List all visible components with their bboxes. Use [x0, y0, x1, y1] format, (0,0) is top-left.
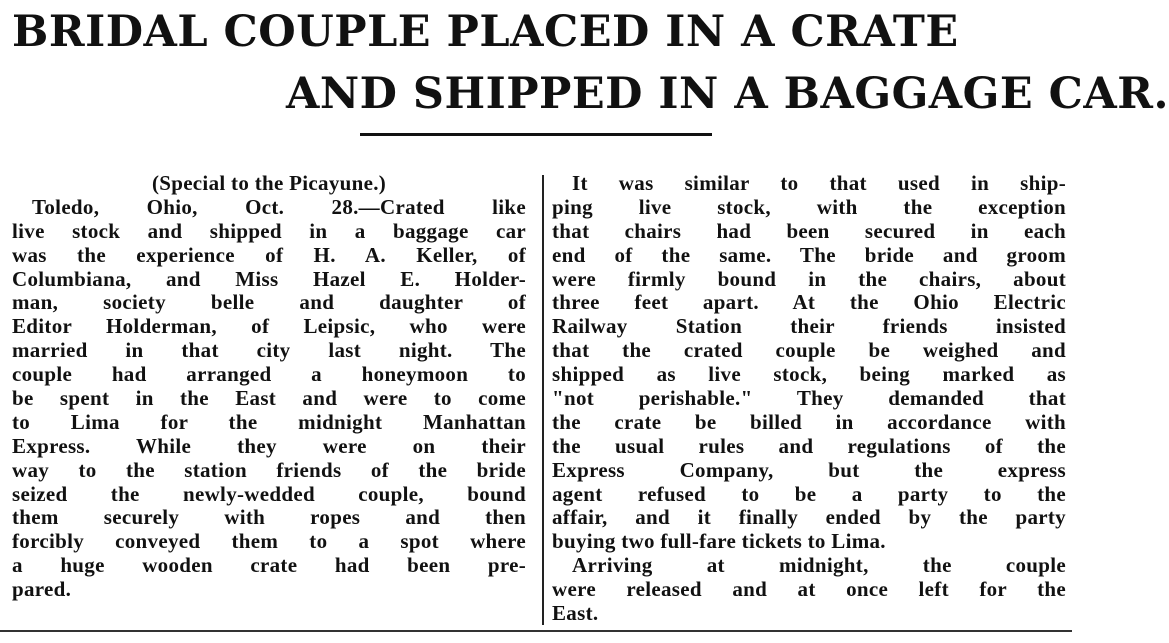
article-line: shipped as live stock, being marked as [552, 362, 1066, 387]
article-line: affair, and it finally ended by the party [552, 505, 1066, 530]
article-line: married in that city last night. The [12, 338, 526, 363]
article-column-right [552, 172, 1066, 626]
article-line: way to the station friends of the bride [12, 457, 526, 482]
article-line: to Lima for the midnight Manhattan [12, 409, 526, 434]
article-line: Railway Station their friends insisted [552, 314, 1066, 339]
article-line: them securely with ropes and then [12, 505, 526, 530]
article-line: a huge wooden crate had been pre- [12, 553, 526, 578]
article-line: seized the newly-wedded couple, bound [12, 481, 526, 506]
article-line: the crate be billed in accordance with [552, 409, 1066, 434]
article-line: man, society belle and daughter of [12, 290, 526, 315]
article-line: three feet apart. At the Ohio Electric [552, 290, 1066, 315]
article-line: were released and at once left for the [552, 577, 1066, 602]
article-line: be spent in the East and were to come [12, 386, 526, 411]
article-line: Toledo, Ohio, Oct. 28.—Crated like [32, 194, 526, 219]
article-line: Editor Holderman, of Leipsic, who were [12, 314, 526, 339]
article-line: It was similar to that used in ship- [572, 171, 1066, 195]
article-line: the usual rules and regulations of the [552, 433, 1066, 458]
article-line: Columbiana, and Miss Hazel E. Holder- [12, 266, 526, 291]
column-divider [542, 175, 544, 625]
article-line: was the experience of H. A. Keller, of [12, 242, 526, 267]
article-line: couple had arranged a honeymoon to [12, 362, 526, 387]
dateline: (Special to the Picayune.) [151, 171, 387, 195]
article-line: forcibly conveyed them to a spot where [12, 529, 526, 554]
article-line: East. [552, 601, 599, 626]
article-column-left [12, 172, 526, 602]
article-line: that the crated couple be weighed and [552, 338, 1066, 363]
article-line: end of the same. The bride and groom [552, 242, 1066, 267]
headline-line-2: AND SHIPPED IN A BAGGAGE CAR. [286, 69, 1169, 119]
article-line: live stock and shipped in a baggage car [12, 218, 526, 243]
article-line: buying two full-fare tickets to Lima. [552, 529, 886, 554]
article-line: were firmly bound in the chairs, about [552, 266, 1066, 291]
article-line: Express. While they were on their [12, 433, 526, 458]
article-line: that chairs had been secured in each [552, 218, 1066, 243]
headline-line-1: BRIDAL COUPLE PLACED IN A CRATE [12, 7, 959, 57]
article-line: agent refused to be a party to the [552, 481, 1066, 506]
article-line: ping live stock, with the exception [552, 194, 1066, 219]
bottom-rule [0, 630, 1072, 632]
headline-rule [360, 133, 712, 136]
article-line: Arriving at midnight, the couple [572, 553, 1066, 578]
article-line: Express Company, but the express [552, 457, 1066, 482]
article-line: "not perishable." They demanded that [552, 386, 1066, 411]
article-line: pared. [12, 577, 72, 602]
